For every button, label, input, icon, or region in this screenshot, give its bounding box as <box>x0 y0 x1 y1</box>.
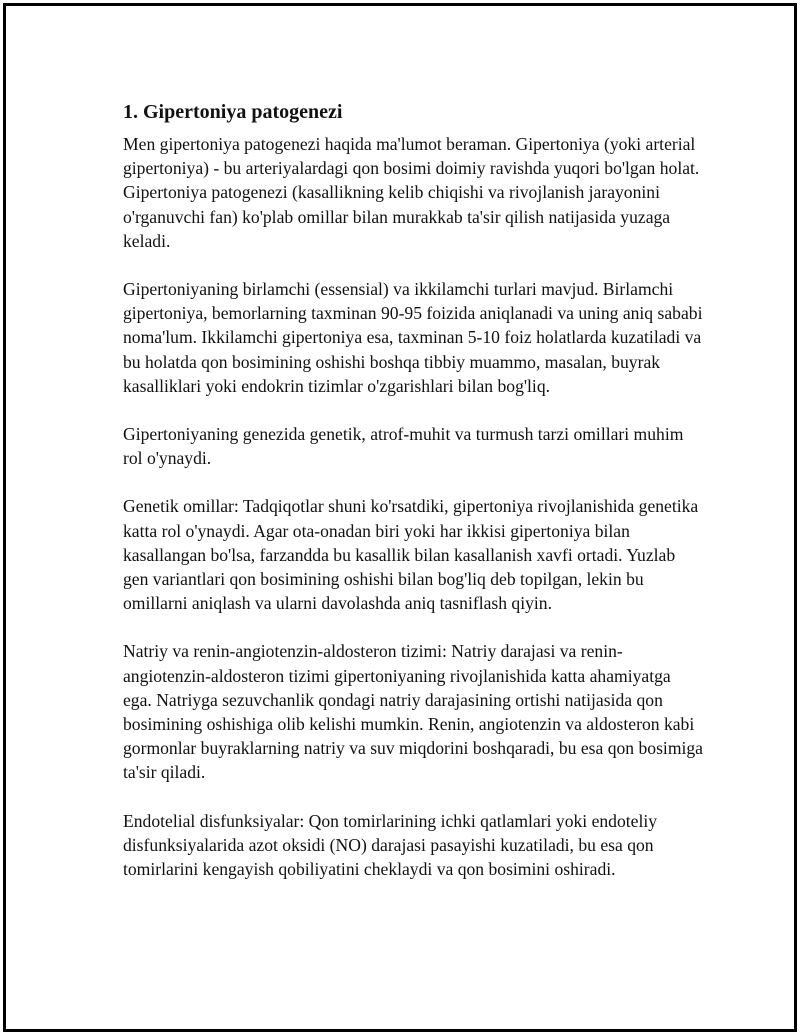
document-body <box>123 99 703 905</box>
page-frame <box>3 3 797 1032</box>
section-heading: 1. Gipertoniya patogenezi <box>123 101 343 123</box>
paragraph-sodium-raas: Natriy va renin-angiotenzin-aldosteron tizimi: Natriy darajasi va renin-angiotenzin-aldosteron tizimi gipertoniyaning rivojlanishida katta ahamiyatga ega. Natriyga sezuvchanlik qondagi natriy darajasining ortishi natijasida qon bosimining oshishiga olib kelishi mumkin. Renin, angiotenzin va aldosteron kabi gormonlar buyraklarning natriy va suv miqdorini boshqaradi, bu esa qon bosimiga ta'sir qiladi. <box>123 641 703 783</box>
paragraph-genetic: Genetik omillar: Tadqiqotlar shuni ko'rsatdiki, gipertoniya rivojlanishida genetika katta rol o'ynaydi. Agar ota-onadan biri yoki har ikkisi gipertoniya bilan kasallangan bo'lsa, farzandda bu kasallik bilan kasallanish xavfi ortadi. Yuzlab gen variantlari qon bosimining oshishi bilan bog'liq deb topilgan, lekin bu omillarni aniqlash va ularni davolashda aniq tasniflash qiyin. <box>123 496 699 614</box>
paragraph-endothelial: Endotelial disfunksiyalar: Qon tomirlarining ichki qatlamlari yoki endoteliy disfunksiyalarida azot oksidi (NO) darajasi pasayishi kuzatiladi, bu esa qon tomirlarini kengayish qobiliyatini cheklaydi va qon bosimini oshiradi. <box>123 810 658 880</box>
paragraph-types: Gipertoniyaning birlamchi (essensial) va ikkilamchi turlari mavjud. Birlamchi gipertoniya, bemorlarning taxminan 90-95 foizida aniqlanadi va uning aniq sababi noma'lum. Ikkilamchi gipertoniya esa, taxminan 5-10 foiz holatlarda kuzatiladi va bu holatda qon bosimining oshishi boshqa tibbiy muammo, masalan, buyrak kasalliklari yoki endokrin tizimlar o'zgarishlari bilan bog'liq. <box>123 279 703 396</box>
paragraph-intro: Men gipertoniya patogenezi haqida ma'lumot beraman. Gipertoniya (yoki arterial gipertoniya) - bu arteriyalardagi qon bosimi doimiy ravishda yuqori bo'lgan holat. Gipertoniya patogenezi (kasallikning kelib chiqishi va rivojlanish jarayonini o'rganuvchi fan) ko'plab omillar bilan murakkab ta'sir qilish natijasida yuzaga keladi. <box>123 134 700 251</box>
paragraph-factors: Gipertoniyaning genezida genetik, atrof-muhit va turmush tarzi omillari muhim rol o'ynaydi. <box>123 424 684 469</box>
